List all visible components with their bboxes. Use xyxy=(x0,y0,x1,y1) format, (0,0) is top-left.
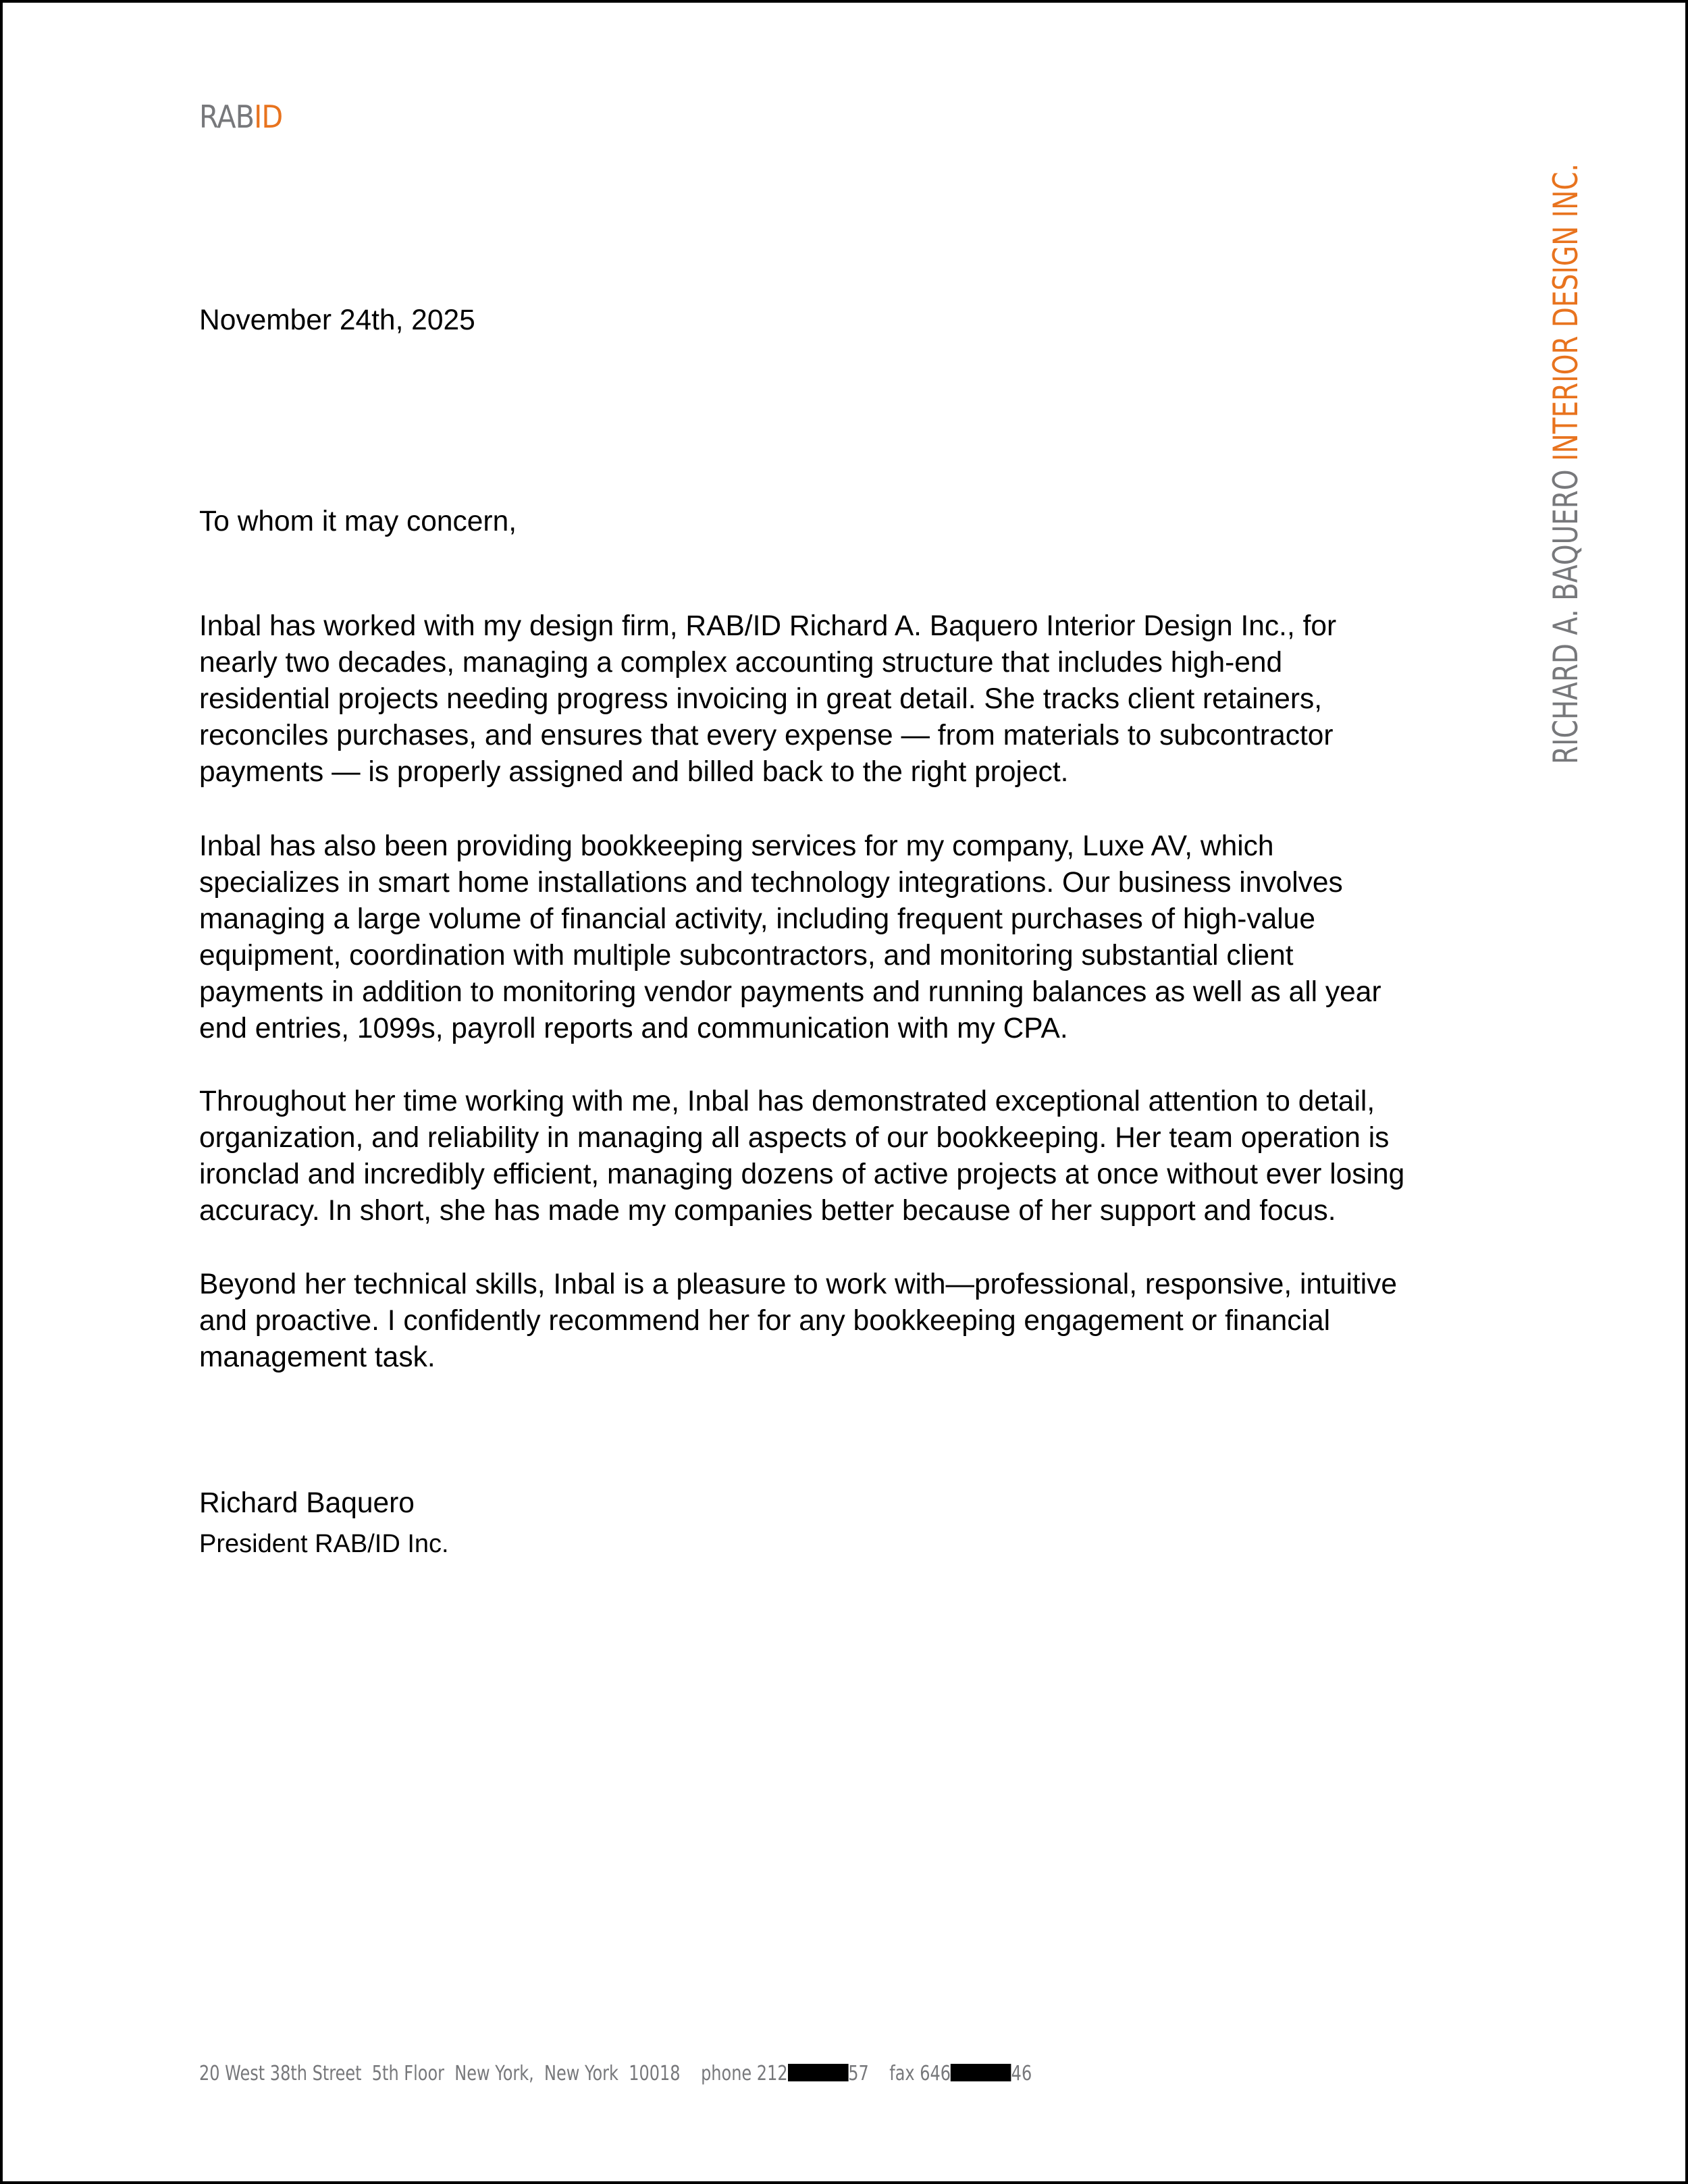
footer-phone-suffix: 57 xyxy=(848,2062,890,2085)
company-name-person: RICHARD A. BAQUERO xyxy=(1546,461,1585,764)
company-logo xyxy=(199,99,282,135)
letterhead-vertical-company-name xyxy=(1546,0,1585,764)
signature-name: Richard Baquero xyxy=(199,1487,415,1519)
paragraph-line: payments — is properly assigned and billed back to the right project. xyxy=(199,756,1069,788)
company-name-firm: INTERIOR DESIGN INC. xyxy=(1546,163,1585,462)
paragraph-line: reconciles purchases, and ensures that every expense — from materials to subcontractor xyxy=(199,720,1334,751)
paragraph-line: Inbal has also been providing bookkeeping services for my company, Luxe AV, which xyxy=(199,830,1274,862)
logo-rab: RAB xyxy=(199,99,255,135)
paragraph-line: organization, and reliability in managing all aspects of our bookkeeping. Her team operation is xyxy=(199,1122,1390,1154)
salutation: To whom it may concern, xyxy=(199,506,517,537)
paragraph-line: accuracy. In short, she has made my companies better because of her support and focus. xyxy=(199,1195,1336,1227)
redaction-bar xyxy=(788,2064,849,2081)
footer-fax-suffix: 46 xyxy=(1011,2062,1032,2085)
letter-date: November 24th, 2025 xyxy=(199,304,475,336)
paragraph-line: specializes in smart home installations and technology integrations. Our business involves xyxy=(199,867,1343,899)
paragraph-line: Beyond her technical skills, Inbal is a pleasure to work with—professional, responsive, intuitive xyxy=(199,1269,1398,1300)
paragraph-line: and proactive. I confidently recommend her for any bookkeeping engagement or financial xyxy=(199,1305,1331,1337)
paragraph-2 xyxy=(199,828,1381,1047)
paragraph-line: Inbal has worked with my design firm, RAB/ID Richard A. Baquero Interior Design Inc., for xyxy=(199,610,1337,642)
paragraph-line: payments in addition to monitoring vendor payments and running balances as well as all year xyxy=(199,976,1381,1008)
paragraph-line: ironclad and incredibly efficient, managing dozens of active projects at once without ever losing xyxy=(199,1158,1405,1190)
redaction-bar xyxy=(951,2064,1011,2081)
paragraph-line: residential projects needing progress invoicing in great detail. She tracks client retainers, xyxy=(199,683,1323,715)
footer-address: 20 West 38th Street 5th Floor New York, New York 10018 xyxy=(199,2062,702,2085)
paragraph-line: Throughout her time working with me, Inbal has demonstrated exceptional attention to detail, xyxy=(199,1086,1375,1117)
paragraph-line: end entries, 1099s, payroll reports and communication with my CPA. xyxy=(199,1013,1068,1044)
logo-id: ID xyxy=(254,99,283,135)
paragraph-3 xyxy=(199,1084,1404,1229)
footer-contact xyxy=(199,2062,1032,2085)
paragraph-1 xyxy=(199,608,1336,791)
paragraph-line: management task. xyxy=(199,1341,436,1373)
footer-phone-prefix: phone 212 xyxy=(701,2062,788,2085)
paragraph-line: equipment, coordination with multiple subcontractors, and monitoring substantial client xyxy=(199,940,1294,971)
paragraph-4 xyxy=(199,1267,1397,1376)
footer-fax-prefix: fax 646 xyxy=(889,2062,951,2085)
paragraph-line: nearly two decades, managing a complex accounting structure that includes high-end xyxy=(199,647,1283,678)
paragraph-line: managing a large volume of financial activity, including frequent purchases of high-value xyxy=(199,903,1315,935)
signature-title: President RAB/ID Inc. xyxy=(199,1530,449,1558)
